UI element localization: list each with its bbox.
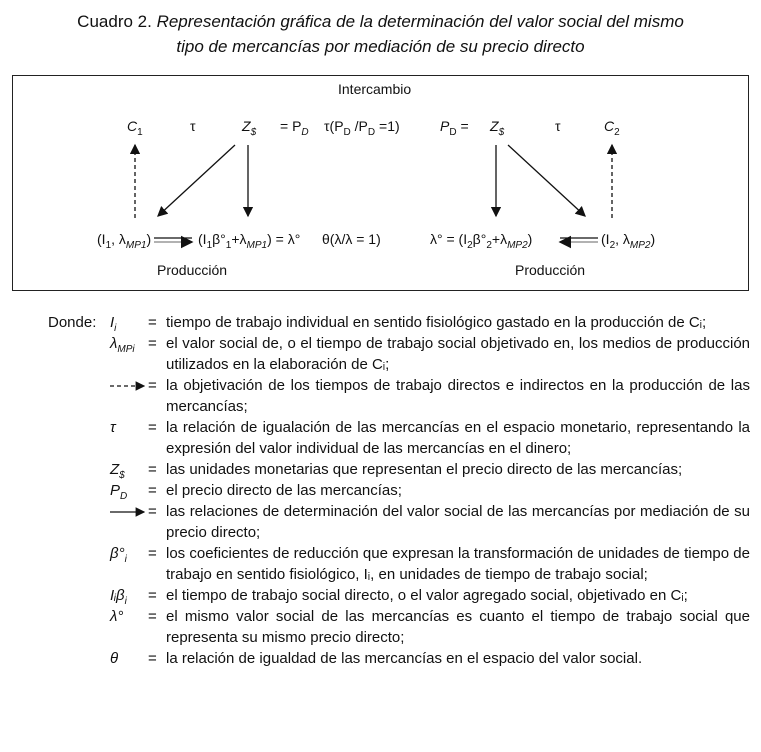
legend-symbol xyxy=(110,606,123,633)
text-fragment: $ xyxy=(250,126,257,138)
text-fragment: /P xyxy=(350,118,368,134)
text-fragment: MP2 xyxy=(507,239,528,251)
legend-equals: = xyxy=(148,377,157,394)
text-fragment: $ xyxy=(119,470,125,481)
text-fragment: ) xyxy=(146,231,152,247)
legend-definition: la relación de igualdad de las mercancías en el espacio del valor social. xyxy=(166,650,643,667)
legend-definition: tiempo de trabajo individual en sentido fisiológico gastado en la producción de Cᵢ; xyxy=(166,314,707,331)
legend-equals: = xyxy=(148,419,157,436)
text-fragment: , λ xyxy=(615,231,630,247)
legend-equals: = xyxy=(148,461,157,478)
legend-symbol xyxy=(110,543,127,570)
legend-equals: = xyxy=(148,545,157,562)
legend-donde: Donde: xyxy=(48,314,97,331)
legend-equals: = xyxy=(148,503,157,520)
text-fragment: D xyxy=(367,126,376,138)
text-fragment: MP1 xyxy=(125,239,147,251)
text-fragment: C xyxy=(127,118,138,134)
legend-solid-arrow-icon xyxy=(108,501,148,522)
text-fragment: i xyxy=(124,554,127,565)
text-fragment: D xyxy=(301,126,309,138)
text-fragment: Iᵢβ xyxy=(110,587,125,604)
legend-dashed-arrow-icon xyxy=(108,375,148,396)
text-fragment: τ xyxy=(110,419,116,436)
text-fragment: MP2 xyxy=(629,239,651,251)
legend-definition: las unidades monetarias que representan el precio directo de las mercancías; xyxy=(166,461,683,478)
legend-definition: las relaciones de determinación del valor social de las mercancías por mediación de su precio directo; xyxy=(166,503,750,541)
text-fragment: Z xyxy=(110,461,120,478)
legend-row xyxy=(0,375,761,417)
text-fragment: = xyxy=(456,118,469,134)
legend-symbol xyxy=(110,417,116,444)
legend-definition: el valor social de, o el tiempo de trabajo social objetivado en, los medios de producción utilizados en la elaboración de Cᵢ; xyxy=(166,335,750,373)
legend-definition: el mismo valor social de las mercancías es cuanto el tiempo de trabajo social que representa su mismo precio directo; xyxy=(166,608,750,646)
legend-row xyxy=(0,543,761,585)
text-fragment: I xyxy=(110,314,115,331)
legend-row xyxy=(0,585,761,606)
legend-definition: la relación de igualación de las mercancías en el espacio monetario, representando la expresión del valor individual de las mercancías en el dinero; xyxy=(166,419,750,457)
text-fragment: 2 xyxy=(609,239,616,251)
text-fragment: D xyxy=(343,126,351,138)
legend-row xyxy=(0,312,761,333)
text-fragment: τ(P xyxy=(324,118,344,134)
legend-equals: = xyxy=(148,608,157,625)
text-fragment: +λ xyxy=(231,231,247,247)
text-fragment: ) = λ° xyxy=(267,231,301,247)
text-fragment: +λ xyxy=(491,231,508,247)
text-fragment: 2 xyxy=(614,126,620,138)
title-text: Representación gráfica de la determinación del valor social del mismo xyxy=(156,12,684,31)
text-fragment: β° xyxy=(212,231,226,247)
text-fragment: 1 xyxy=(105,239,112,251)
text-fragment: $ xyxy=(498,126,505,138)
text-fragment: MPi xyxy=(117,344,135,355)
text-fragment: λ xyxy=(110,335,118,352)
text-fragment: (I xyxy=(198,231,207,247)
legend-row xyxy=(0,333,761,375)
tau-left: τ xyxy=(190,118,196,134)
text-fragment: 2 xyxy=(467,239,473,251)
text-fragment: 1 xyxy=(206,239,213,251)
text-fragment: ) xyxy=(527,231,533,247)
legend-row xyxy=(0,648,761,669)
text-fragment: (I xyxy=(601,231,610,247)
legend-definition: la objetivación de los tiempos de trabajo directos e indirectos en la producción de las mercancías; xyxy=(166,377,750,415)
text-fragment: 2 xyxy=(486,239,492,251)
legend-equals: = xyxy=(148,482,157,499)
legend-definition: los coeficientes de reducción que expresan la transformación de unidades de tiempo de trabajo en sentido fisiológico, Iᵢ, en unidades de tiempo de trabajo social; xyxy=(166,545,750,583)
text-fragment: C xyxy=(604,118,615,134)
text-fragment: P xyxy=(440,118,450,134)
text-fragment: i xyxy=(114,323,117,334)
legend-equals: = xyxy=(148,587,157,604)
text-fragment: 1 xyxy=(225,239,232,251)
legend-definition: el tiempo de trabajo social directo, o el valor agregado social, objetivado en Cᵢ; xyxy=(166,587,688,604)
legend-equals: = xyxy=(148,314,157,331)
legend-equals: = xyxy=(148,650,157,667)
tau-right: τ xyxy=(555,118,561,134)
legend-row xyxy=(0,480,761,501)
text-fragment: Z xyxy=(242,118,251,134)
text-fragment: θ xyxy=(110,650,119,667)
text-fragment: i xyxy=(124,596,127,607)
legend-equals: = xyxy=(148,335,157,352)
label-produccion-left: Producción xyxy=(157,262,228,278)
theta-relation: θ(λ/λ = 1) xyxy=(322,231,381,247)
text-fragment: β° xyxy=(110,545,125,562)
legend-row xyxy=(0,459,761,480)
text-fragment: ) xyxy=(650,231,656,247)
legend-definition: el precio directo de las mercancías; xyxy=(166,482,402,499)
legend-row xyxy=(0,606,761,648)
text-fragment: Z xyxy=(490,118,499,134)
text-fragment: D xyxy=(120,491,128,502)
text-fragment: = P xyxy=(280,118,302,134)
text-fragment: λ° xyxy=(110,608,124,625)
text-fragment: MP1 xyxy=(246,239,268,251)
text-fragment: D xyxy=(449,126,457,138)
label-produccion-right: Producción xyxy=(515,262,586,278)
title-text-2: tipo de mercancías por mediación de su precio directo xyxy=(176,37,585,56)
legend-symbol xyxy=(110,648,118,675)
title-prefix: Cuadro 2. xyxy=(77,12,157,31)
legend-row xyxy=(0,501,761,543)
legend-symbol xyxy=(110,333,135,360)
text-fragment: λ° = (I xyxy=(430,231,468,247)
legend-row xyxy=(0,417,761,459)
text-fragment: β° xyxy=(472,231,487,247)
text-fragment: (I xyxy=(97,231,106,247)
text-fragment: 1 xyxy=(137,126,143,138)
text-fragment: =1) xyxy=(375,118,400,134)
label-intercambio: Intercambio xyxy=(338,81,412,97)
text-fragment: P xyxy=(110,482,121,499)
text-fragment: , λ xyxy=(111,231,126,247)
